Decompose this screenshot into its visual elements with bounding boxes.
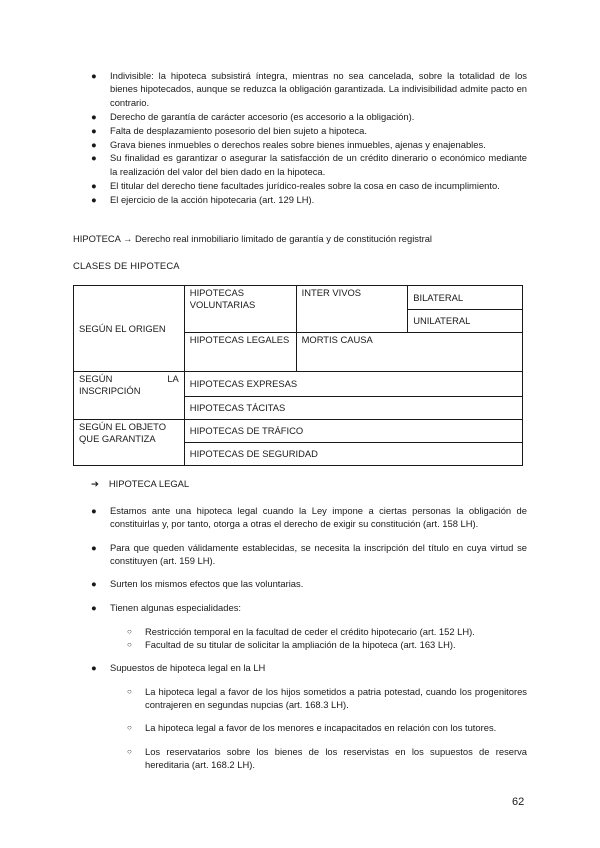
clases-table xyxy=(73,285,523,466)
trafico-cell: HIPOTECAS DE TRÁFICO xyxy=(184,420,522,443)
bullet-icon: ● xyxy=(91,578,97,589)
characteristics-list xyxy=(0,69,600,207)
list-item: ● Grava bienes inmuebles o derechos reales sobre bienes inmuebles, ajenas y enajenables. xyxy=(91,138,486,150)
bilateral-cell: BILATERAL xyxy=(408,286,523,310)
origen-cell: SEGÚN EL ORIGEN xyxy=(74,286,185,372)
mortis-causa-cell: MORTIS CAUSA xyxy=(296,333,522,372)
inscripcion-cell: SEGÚN LA INSCRIPCIÓN xyxy=(74,372,185,420)
sub-list-item: ○ Restricción temporal en la facultad de ceder el crédito hipotecario (art. 152 LH). xyxy=(127,626,475,637)
bullet-icon: ● xyxy=(91,138,97,150)
circle-bullet-icon: ○ xyxy=(127,640,132,649)
clases-title: CLASES DE HIPOTECA xyxy=(73,260,180,271)
list-item: ● Indivisible: la hipoteca subsistirá íntegra, mientras no sea cancelada, sobre la totalidad de los bienes hipotecados, aunque se reduzca la obligación garantizada. La indivisibilidad admite pacto en contrario. xyxy=(91,70,527,108)
bullet-icon: ● xyxy=(91,193,97,205)
bullet-icon: ● xyxy=(91,70,97,81)
bullet-icon: ● xyxy=(91,124,97,136)
sub-list-item: ○ Facultad de su titular de solicitar la ampliación de la hipoteca (art. 163 LH). xyxy=(127,639,456,650)
circle-bullet-icon: ○ xyxy=(127,723,132,732)
hipoteca-definition: HIPOTECA → Derecho real inmobiliario limitado de garantía y de constitución registral xyxy=(73,233,433,244)
sub-list-item: ○ La hipoteca legal a favor de los menores e incapacitados en relación con los tutores. xyxy=(127,722,497,733)
list-item: ● Estamos ante una hipoteca legal cuando la Ley impone a ciertas personas la obligación de constituirlas y, por tanto, otorga a otras el derecho de exigir su constitución (art. 158 LH). xyxy=(91,505,527,530)
list-item: ● Tienen algunas especialidades: xyxy=(91,602,241,613)
list-item: ● Para que queden válidamente establecidas, se necesita la inscripción del título en cuya virtud se constituyen (art. 159 LH). xyxy=(91,542,527,567)
expresas-cell: HIPOTECAS EXPRESAS xyxy=(184,372,522,397)
seguridad-cell: HIPOTECAS DE SEGURIDAD xyxy=(184,443,522,466)
list-item: ● Su finalidad es garantizar o asegurar la satisfacción de un crédito dinerario o económico mediante la realización del valor del bien dado en la hipoteca. xyxy=(91,152,527,177)
bullet-icon: ● xyxy=(91,505,97,516)
voluntarias-cell: HIPOTECAS VOLUNTARIAS xyxy=(184,286,296,333)
circle-bullet-icon: ○ xyxy=(127,627,132,636)
list-item: ● El ejercicio de la acción hipotecaria (art. 129 LH). xyxy=(91,193,315,205)
bullet-icon: ● xyxy=(91,179,97,191)
tacitas-cell: HIPOTECAS TÁCITAS xyxy=(184,397,522,420)
inter-vivos-cell: INTER VIVOS xyxy=(296,286,408,333)
circle-bullet-icon: ○ xyxy=(127,687,132,696)
circle-bullet-icon: ○ xyxy=(127,747,132,756)
sub-list-item: ○ Los reservatarios sobre los bienes de los reservistas en los supuestos de reserva hereditaria (art. 168.2 LH). xyxy=(127,746,527,771)
unilateral-cell: UNILATERAL xyxy=(408,310,523,333)
list-item: ● El titular del derecho tiene facultades jurídico-reales sobre la cosa en caso de incumplimiento. xyxy=(91,179,500,191)
legales-cell: HIPOTECAS LEGALES xyxy=(184,333,296,372)
bullet-icon: ● xyxy=(91,602,97,613)
list-item: ● Derecho de garantía de carácter accesorio (es accesorio a la obligación). xyxy=(91,110,415,122)
sub-list-item: ○ La hipoteca legal a favor de los hijos sometidos a patria potestad, cuando los progenitores contrajeren en segundas nupcias (art. 168.3 LH). xyxy=(127,686,527,711)
bullet-icon: ● xyxy=(91,542,97,553)
arrow-icon: ➔ xyxy=(91,478,99,489)
section-heading: ➔ HIPOTECA LEGAL xyxy=(91,478,190,489)
bullet-icon: ● xyxy=(91,152,97,164)
bullet-icon: ● xyxy=(91,110,97,122)
bullet-icon: ● xyxy=(91,662,97,673)
list-item: ● Falta de desplazamiento posesorio del bien sujeto a hipoteca. xyxy=(91,124,367,136)
page-number: 62 xyxy=(512,796,525,808)
list-item: ● Supuestos de hipoteca legal en la LH xyxy=(91,662,266,673)
objeto-cell: SEGÚN EL OBJETO QUE GARANTIZA xyxy=(74,420,185,466)
list-item: ● Surten los mismos efectos que las voluntarias. xyxy=(91,578,304,589)
